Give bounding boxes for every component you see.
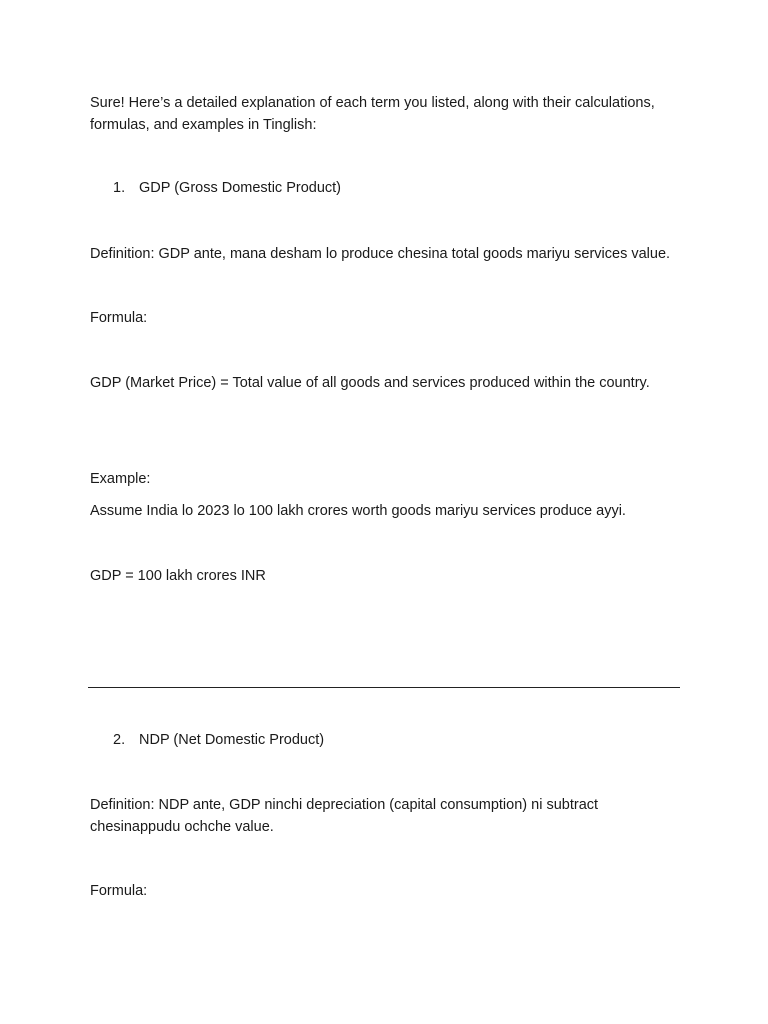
gdp-definition: Definition: GDP ante, mana desham lo produce chesina total goods mariyu services value. — [90, 246, 671, 262]
ndp-formula-label: Formula: — [90, 883, 148, 899]
ndp-definition: Definition: NDP ante, GDP ninchi depreciation (capital consumption) ni subtract chesinappudu ochche value. — [90, 797, 599, 835]
list-number: 1. — [113, 180, 126, 196]
horizontal-divider — [88, 687, 680, 688]
heading-text: NDP (Net Domestic Product) — [139, 732, 325, 748]
gdp-example: Assume India lo 2023 lo 100 lakh crores worth goods mariyu services produce ayyi. — [90, 503, 626, 519]
heading-text: GDP (Gross Domestic Product) — [139, 180, 342, 196]
gdp-formula: GDP (Market Price) = Total value of all goods and services produced within the country. — [90, 375, 650, 391]
gdp-formula-label: Formula: — [90, 310, 148, 326]
list-number: 2. — [113, 732, 126, 748]
gdp-result: GDP = 100 lakh crores INR — [90, 568, 266, 584]
section-heading-gdp — [113, 177, 341, 199]
section-heading-ndp — [113, 729, 324, 751]
intro-paragraph: Sure! Here’s a detailed explanation of each term you listed, along with their calculations, formulas, and examples in Tinglish: — [90, 95, 655, 133]
gdp-example-label: Example: — [90, 471, 151, 487]
